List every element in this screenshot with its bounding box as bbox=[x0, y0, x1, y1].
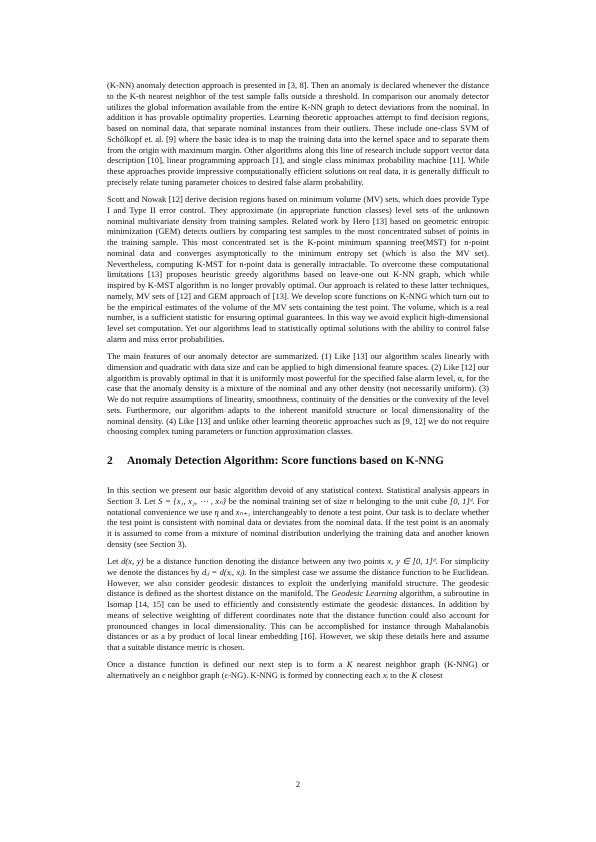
math-n: n bbox=[349, 495, 354, 506]
math-k-closest: K bbox=[411, 670, 418, 680]
math-training-set: S = {x₁, x₂, ⋯ , xₙ} bbox=[158, 495, 227, 506]
math-points: x, y ∈ [0, 1]ᵈ bbox=[387, 556, 436, 566]
math-xi: xᵢ bbox=[382, 670, 388, 680]
math-distance: d(x, y) bbox=[121, 556, 144, 566]
math-k: K bbox=[346, 659, 353, 670]
section-title: Anomaly Detection Algorithm: Score functions based on K-NNG bbox=[127, 455, 444, 467]
section-paragraph-knng: Once a distance function is defined our next step is to form a K nearest neighbor graph (K-NNG) or alternatively an ϵ neighbor graph (ϵ-NG). K-NNG is formed by connecting each xᵢ to the K closest bbox=[107, 659, 489, 680]
paper-page bbox=[107, 80, 489, 687]
related-work-paragraph: Scott and Nowak [12] derive decision regions based on minimum volume (MV) sets, which does provide Type I and Type II error control. They approximate (in appropriate function classes) level sets of the unknown nominal multivariate density from training samples. Related work by Hero [13] based on geometric entropic minimization (GEM) detects outliers by comparing test samples to the most concentrated subset of points in the training sample. This most concentrated set is the K-point minimum spanning tree(MST) for n-point nominal data and converges asymptotically to the minimum entropy set (which is also the MV set). Nevertheless, computing K-MST for n-point data is generally intractable. To overcome these computational limitations [13] proposes heuristic greedy algorithms based on leave-one out K-NN graph, which while inspired by K-MST algorithm is no longer provably optimal. Our approach is related to these latter techniques, namely, MV sets of [12] and GEM approach of [13]. We develop score functions on K-NNG which turn out to be the empirical estimates of the volume of the MV sets containing the test point. The volume, which is a real number, is a sufficient statistic for ensuring optimal guarantees. In this way we avoid explicit high-dimensional level set computation. Yet our algorithms lead to statistically optimal solutions with the ability to control false alarm and miss error probabilities. bbox=[107, 194, 489, 344]
geodesic-learning-term: Geodesic Learning bbox=[331, 588, 398, 599]
math-epsilon: ϵ bbox=[162, 670, 166, 680]
section-number: 2 bbox=[107, 455, 113, 467]
math-eta: η bbox=[214, 506, 219, 517]
section-paragraph-setup: In this section we present our basic algorithm devoid of any statistical context. Statistical analysis appears in Section 3. Let S = {x₁, x₂, ⋯ , xₙ} be the nominal training set of size n belonging to the unit cube [0, 1]ᵈ. For notational convenience we use η and xₙ₊₁ interchangeably to denote a test point. Our task is to declare whether the test point is consistent with nominal data or deviates from the nominal data. If the test point is an anomaly it is assumed to come from a mixture of nominal distribution underlying the training data and another known density (see Section 3). bbox=[107, 485, 489, 549]
math-dij: dᵢⱼ = d(xᵢ, xⱼ) bbox=[201, 566, 245, 577]
page-number: 2 bbox=[295, 779, 301, 789]
section-heading bbox=[107, 455, 489, 468]
math-test-point: xₙ₊₁ bbox=[235, 506, 251, 517]
math-unit-cube: [0, 1]ᵈ bbox=[449, 495, 473, 506]
features-paragraph: The main features of our anomaly detector are summarized. (1) Like [13] our algorithm scales linearly with dimension and quadratic with data size and can be applied to high dimensional feature spaces. (2) Like [12] our algorithm is provably optimal in that it is uniformly most powerful for the specified false alarm level, α, for the case that the anomaly density is a mixture of the nominal and any other density (not necessarily uniform). (3) We do not require assumptions of linearity, smoothness, continuity of the densities or the convexity of the level sets. Furthermore, our algorithm adapts to the inherent manifold structure or local dimensionality of the nominal density. (4) Like [13] and unlike other learning theoretic approaches such as [9, 12] we do not require choosing complex tuning parameters or function approximation classes. bbox=[107, 351, 489, 437]
math-epsilon-ng: ϵ bbox=[224, 670, 229, 680]
intro-paragraph: (K-NN) anomaly detection approach is presented in [3, 8]. Then an anomaly is declared whenever the distance to the K-th nearest neighbor of the test sample falls outside a threshold. In comparison our anomaly detector utilizes the global information available from the entire K-NN graph to detect deviations from the nominal. In addition it has provable optimality properties. Learning theoretic approaches attempt to find decision regions, based on nominal data, that separate nominal instances from their outliers. These include one-class SVM of Schölkopf et. al. [9] where the basic idea is to map the training data into the kernel space and to separate them from the origin with maximum margin. Other algorithms along this line of research include support vector data description [10], linear programming approach [1], and single class minimax probability machine [11]. While these approaches provide impressive computationally efficient solutions on real data, it is generally difficult to precisely relate tuning parameter choices to desired false alarm probability. bbox=[107, 80, 489, 187]
section-paragraph-distance: Let d(x, y) be a distance function denoting the distance between any two points x, y ∈ [0, 1]ᵈ. For simplicity we denote the distances by dᵢⱼ = d(xᵢ, xⱼ). In the simplest case we assume the distance function to be Euclidean. However, we also consider geodesic distances to exploit the underlying manifold structure. The geodesic distance is defined as the shortest distance on the manifold. The Geodesic Learning algorithm, a subroutine in Isomap [14, 15] can be used to efficiently and consistently estimate the geodesic distances. In addition by means of selective weighting of different coordinates note that the distance function could also account for pronounced changes in local dimensionality. This can be accomplished for instance through Mahalanobis distances or as a by product of local linear embedding [16]. However, we skip these details here and assume that a suitable distance metric is chosen. bbox=[107, 556, 490, 652]
